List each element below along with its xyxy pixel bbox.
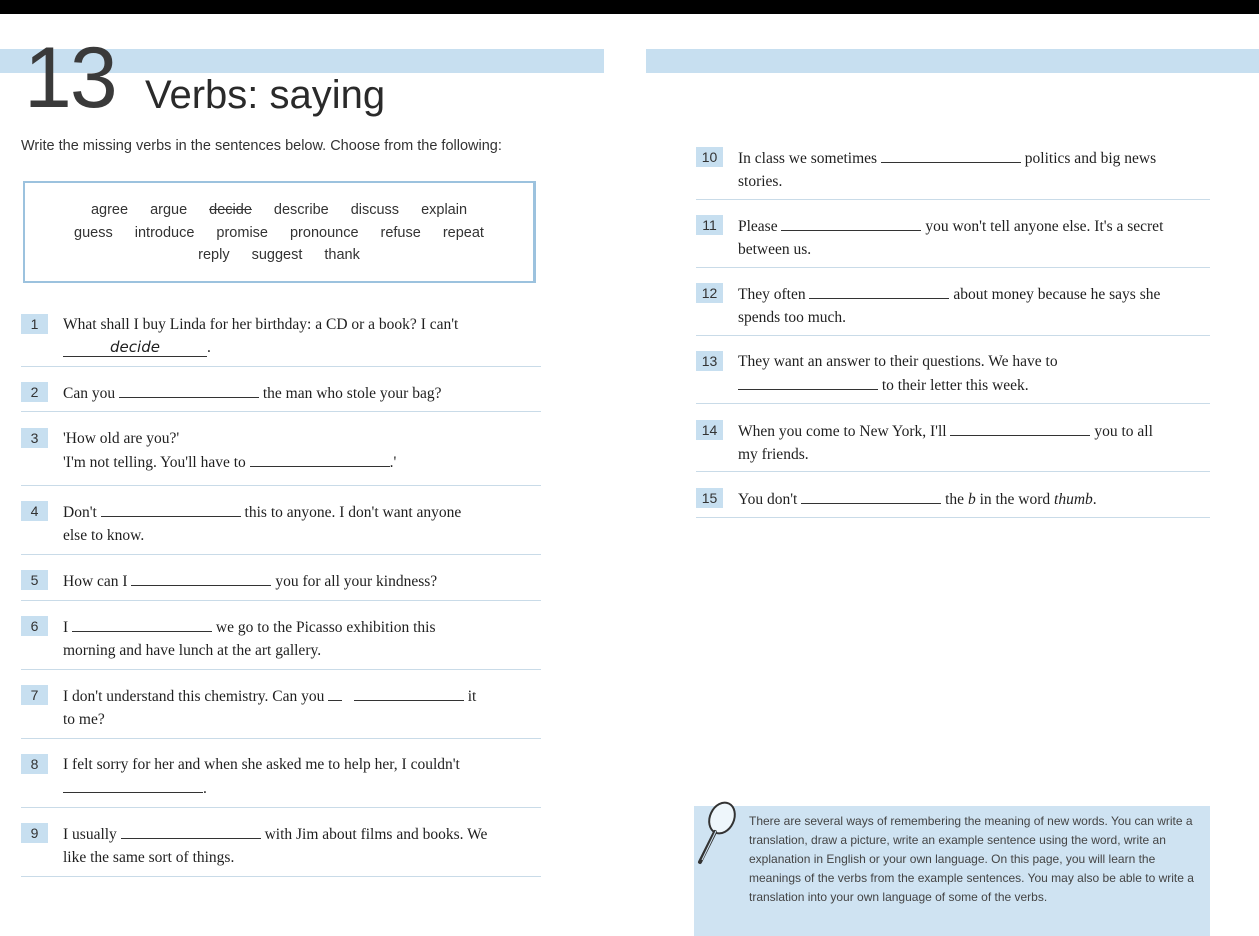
word-row — [25, 202, 533, 218]
item-text-end: . — [1092, 491, 1097, 508]
divider — [696, 199, 1210, 200]
item-number: 12 — [696, 283, 723, 303]
page-title: Verbs: saying — [145, 73, 386, 117]
item-text-end: . — [203, 780, 207, 797]
word-option: repeat — [442, 225, 484, 241]
answer-blank[interactable] — [250, 450, 390, 467]
item-text: How can I — [63, 573, 128, 590]
item-text: I usually — [63, 826, 117, 843]
word-row — [25, 247, 533, 263]
item-number: 15 — [696, 488, 723, 508]
answer-blank[interactable] — [801, 487, 941, 504]
item-text: spends too much. — [738, 309, 847, 326]
word-option: pronounce — [289, 225, 359, 241]
item-text: morning and have lunch at the art gallery. — [63, 642, 322, 659]
word-option: thank — [324, 247, 360, 263]
item-text: stories. — [738, 173, 783, 190]
item-number: 8 — [21, 754, 48, 774]
item-text: between us. — [738, 241, 812, 258]
answer-blank[interactable] — [950, 419, 1090, 436]
answer-filled: decide — [63, 336, 207, 357]
word-option: refuse — [380, 225, 421, 241]
header-band-right — [646, 49, 1259, 73]
answer-blank[interactable] — [781, 214, 921, 231]
answer-blank[interactable] — [881, 146, 1021, 163]
word-option: argue — [150, 202, 188, 218]
divider — [21, 738, 541, 739]
item-number: 3 — [21, 428, 48, 448]
item-text: in the word — [975, 491, 1055, 508]
item-text: you won't tell anyone else. It's a secret — [925, 218, 1164, 235]
item-text: we go to the Picasso exhibition this — [215, 619, 436, 636]
item-text: like the same sort of things. — [63, 849, 235, 866]
item-number: 2 — [21, 382, 48, 402]
answer-blank[interactable] — [119, 381, 259, 398]
answer-blank[interactable] — [809, 282, 949, 299]
item-text: I — [63, 619, 69, 636]
top-black-bar — [0, 0, 1259, 14]
answer-blank[interactable] — [354, 684, 464, 701]
item-text: to their letter this week. — [881, 377, 1029, 394]
item-text: Can you — [63, 385, 116, 402]
divider — [21, 485, 541, 486]
word-option: introduce — [134, 225, 195, 241]
item-text: with Jim about films and books. We — [264, 826, 488, 843]
item-number: 14 — [696, 420, 723, 440]
item-text: you to all — [1094, 423, 1153, 440]
divider — [696, 335, 1210, 336]
item-text: 'How old are you?' — [63, 430, 180, 447]
word-option: explain — [421, 202, 468, 218]
item-number: 7 — [21, 685, 48, 705]
item-number: 5 — [21, 570, 48, 590]
magnifying-glass-icon — [692, 800, 740, 872]
item-text: Don't — [63, 504, 97, 521]
divider — [21, 554, 541, 555]
answer-blank[interactable] — [101, 500, 241, 517]
item-number: 9 — [21, 823, 48, 843]
divider — [21, 669, 541, 670]
answer-blank[interactable] — [131, 569, 271, 586]
word-option: guess — [74, 225, 113, 241]
word-option-struck: decide — [209, 202, 252, 218]
unit-number: 13 — [24, 30, 116, 126]
item-number: 4 — [21, 501, 48, 521]
answer-blank[interactable] — [72, 615, 212, 632]
item-text: to me? — [63, 711, 105, 728]
item-text: the — [945, 491, 968, 508]
divider — [696, 471, 1210, 472]
item-number: 10 — [696, 147, 723, 167]
word-option: describe — [273, 202, 329, 218]
word-option: discuss — [350, 202, 400, 218]
word-option: suggest — [251, 247, 303, 263]
item-text-italic: b — [967, 491, 976, 508]
item-text-italic: thumb — [1054, 491, 1093, 508]
item-text: politics and big news — [1024, 150, 1157, 167]
item-text: In class we sometimes — [738, 150, 878, 167]
item-number: 11 — [696, 215, 723, 235]
tip-box — [694, 806, 1210, 936]
divider — [696, 517, 1210, 518]
item-text: You don't — [738, 491, 798, 508]
word-option: reply — [198, 247, 230, 263]
item-text: 'I'm not telling. You'll have to — [63, 454, 246, 471]
item-text: What shall I buy Linda for her birthday: a CD or a book? I can't — [63, 316, 459, 333]
item-text: I don't understand this chemistry. Can you — [63, 688, 325, 705]
word-option: agree — [90, 202, 129, 218]
item-number: 13 — [696, 351, 723, 371]
divider — [696, 267, 1210, 268]
tip-text: There are several ways of remembering the meaning of new words. You can write a translation, draw a picture, write an example sentence using the word, write an explanation in English or your own language. On this page, you will learn the meanings of the verbs from the example sentences. You may also be able to write a translation into your own language of some of the verbs. — [749, 814, 1194, 904]
divider — [21, 600, 541, 601]
item-text: They want an answer to their questions. We have to — [738, 353, 1058, 370]
item-text-end: .' — [389, 454, 397, 471]
item-text: you for all your kindness? — [275, 573, 438, 590]
item-number: 6 — [21, 616, 48, 636]
item-text: the man who stole your bag? — [262, 385, 442, 402]
item-text: I felt sorry for her and when she asked me to help her, I couldn't — [63, 756, 460, 773]
answer-blank[interactable] — [63, 776, 203, 793]
divider — [21, 876, 541, 877]
answer-blank-part[interactable] — [328, 684, 342, 701]
item-text: When you come to New York, I'll — [738, 423, 947, 440]
item-text: this to anyone. I don't want anyone — [244, 504, 462, 521]
word-option: promise — [216, 225, 268, 241]
answer-blank[interactable] — [121, 822, 261, 839]
divider — [21, 366, 541, 367]
item-text: else to know. — [63, 527, 145, 544]
instruction-text: Write the missing verbs in the sentences below. Choose from the following: — [21, 138, 502, 154]
word-row — [25, 225, 533, 241]
item-text-end: . — [207, 339, 211, 356]
divider — [696, 403, 1210, 404]
item-text: Please — [738, 218, 778, 235]
item-text: my friends. — [738, 446, 809, 463]
item-text: They often — [738, 286, 806, 303]
answer-blank[interactable] — [738, 373, 878, 390]
item-text: it — [467, 688, 477, 705]
divider — [21, 807, 541, 808]
item-text: about money because he says she — [953, 286, 1161, 303]
divider — [21, 411, 541, 412]
item-number: 1 — [21, 314, 48, 334]
word-box — [23, 181, 536, 283]
